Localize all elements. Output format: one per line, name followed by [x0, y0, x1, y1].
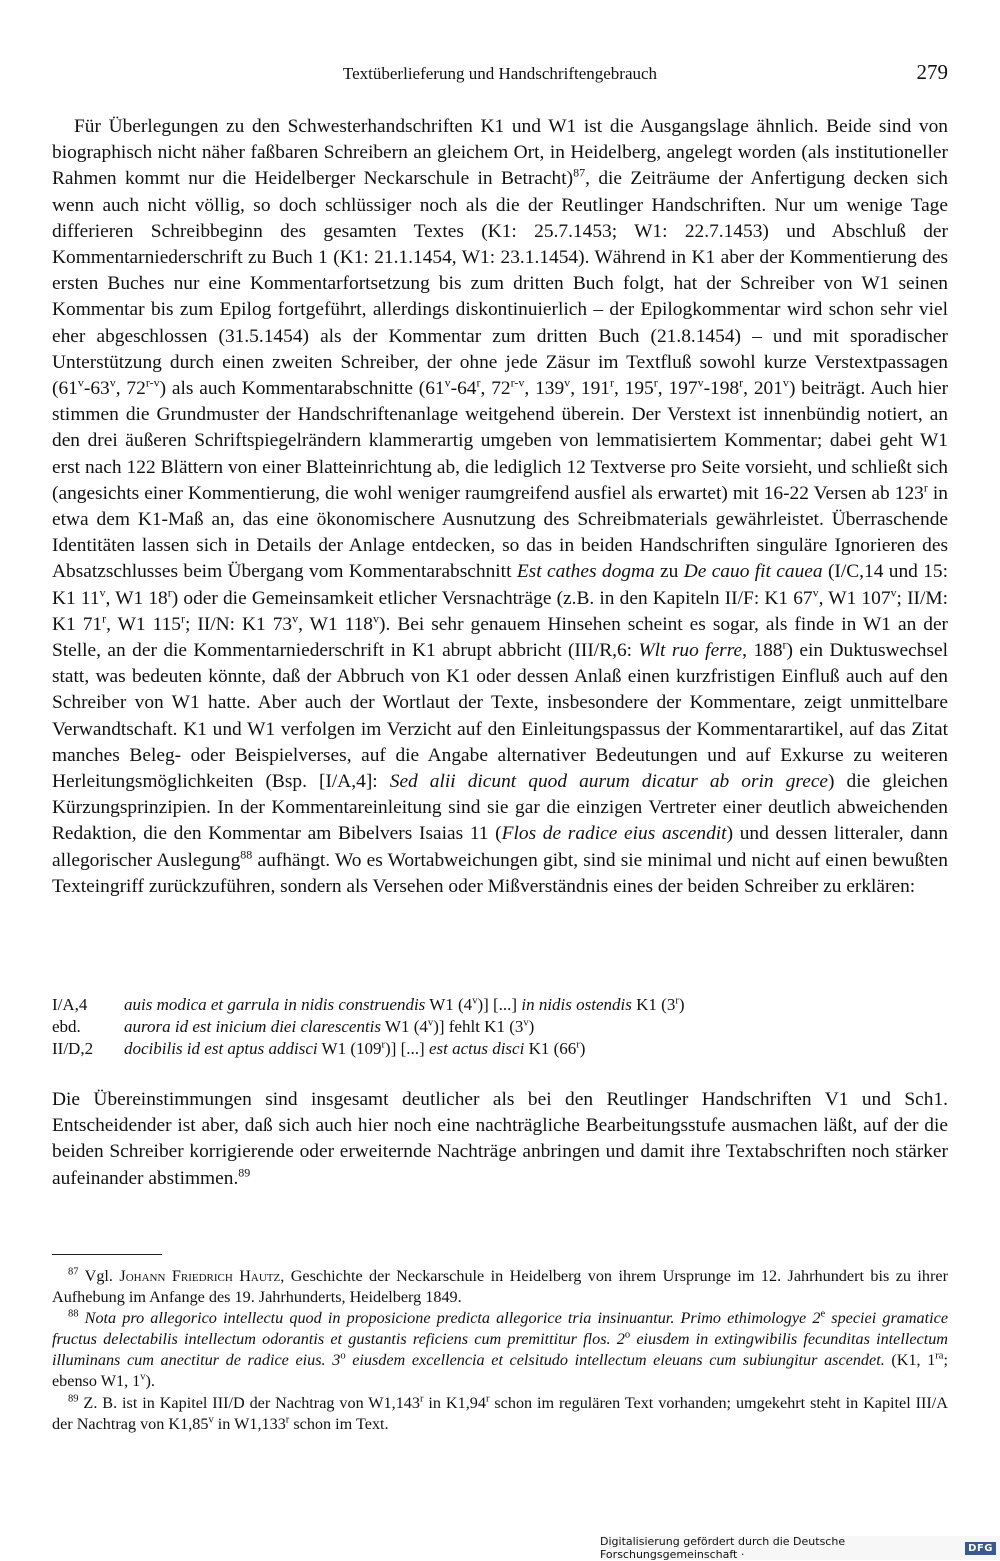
quote-text: aurora id est inicium diei clarescentis W1 (4$^v$)] fehlt K1 (3$^v$)	[124, 1017, 535, 1036]
quote-row	[52, 1016, 948, 1038]
footnote-divider	[52, 1254, 162, 1255]
funding-notice-bar	[600, 1536, 1000, 1560]
page-number: 279	[916, 60, 948, 84]
footnotes	[52, 1266, 948, 1435]
quote-ref: II/D,2	[52, 1039, 94, 1058]
quote-row	[52, 1038, 948, 1060]
quote-ref: I/A,4	[52, 995, 88, 1014]
running-title: Textüberlieferung und Handschriftengebrauch	[342, 64, 658, 83]
funding-notice-text: Digitalisierung gefördert durch die Deutsche Forschungsgemeinschaft ·	[600, 1535, 846, 1561]
quote-text: auis modica et garrula in nidis construendis W1 (4$^v$)] [...] in nidis ostendis K1 (3$^r$)	[124, 995, 685, 1014]
page	[52, 0, 948, 1560]
main-text	[52, 114, 948, 900]
footnote-88: $^{88}$ Nota pro allegorico intellectu quod in proposicione predicta allegorice tria insinuantur. Primo ethimologye 2e speciei gramatice fructus delectabilis intellectum odorantis et gustantis reficiens cum premittitur flos. 2$^o$ eiusdem in extingwibilis fecunditas intellectum illuminans cum anectitur de radice eius. 3$^o$ eiusdem excellencia et celsitudo intellectum eleuans cum subiungitur ascendet. (K1, $1^{ra}$; ebenso W1, 1$^v$).	[52, 1308, 949, 1391]
footnote-ref-89[interactable]: 89	[238, 1165, 251, 1180]
quotation-list	[52, 994, 948, 1060]
paragraph: Für Überlegungen zu den Schwesterhandschriften K1 und W1 ist die Ausgangslage ähnlich. Beide sind von biographisch nicht näher faßbaren Schreibern an gleichem Ort, in Heidelberg, angelegt worden (als institutioneller Rahmen kommt nur die Heidelberger Neckarschule in Betracht)$^{87}$, die Zeiträume der Anfertigung decken sich wenn auch nicht völlig, so doch schlüssiger noch als die der Reutlinger Handschriften. Nur um wenige Tage differieren Schreibbeginn des gesamten Textes (K1: 25.7.1453; W1: 22.7.1453) und Abschluß der Kommentarniederschrift zu Buch 1 (K1: 21.1.1454, W1: 23.1.1454). Während in K1 aber der Kommentierung des ersten Buches nur eine Kommentarfortsetzung bis zum dritten Buch folgt, hat der Schreiber von W1 seinen Kommentar bis zum Epilog fortgeführt, allerdings diskontinuierlich – der Epilogkommentar wird schon sehr viel eher abgeschlossen (31.5.1454) als der Kommentar zum dritten Buch (21.8.1454) – und mit sporadischer Unterstützung durch einen zweiten Schreiber, der ohne jede Zäsur im Textfluß sowohl kurze Verstextpassagen (61$^v$-63$^v$, 72$^{r-v}$) als auch Kommentarabschnitte (61$^v$-64$^r$, 72$^{r-v}$, 139$^v$, 191$^r$, 195$^r$, 197$^v$-198$^r$, 201$^v$) beiträgt. Auch hier stimmen die Grundmuster der Handschriftenanlage weitgehend überein. Der Verstext ist innenbündig notiert, an den drei äußeren Schriftspiegelrändern klammerartig umgeben von lemmatisiertem Kommentar; dabei geht W1 erst nach 122 Blättern von einer Blatteinrichtung ab, die lediglich 12 Textverse pro Seite vorsieht, und schließt sich (angesichts einer Kommentierung, die wohl weniger raumgreifend ausfiel als erwartet) mit 16-22 Versen ab 123$^r$ in etwa dem K1-Maß an, das eine ökonomischere Ausnutzung des Schreibmaterials gewährleistet. Überraschende Identitäten lassen sich in Details der Anlage entdecken, so das in beiden Handschriften singuläre Ignorieren des Absatzschlusses beim Übergang vom Kommentarabschnitt Est cathes dogma zu De cauo fit cauea (I/C,14 und 15: K1 11$^v$, W1 18$^r$) oder die Gemeinsamkeit etlicher Versnachträge (z.B. in den Kapiteln II/F: K1 67$^v$, W1 107$^v$; II/M: K1 71$^r$, W1 115$^r$; II/N: K1 73$^v$, W1 118$^v$). Bei sehr genauem Hinsehen scheint es sogar, als finde in W1 an der Stelle, an der die Kommentarniederschrift in K1 abrupt abbricht (III/R,6: Wlt ruo ferre, 188$^r$) ein Duktuswechsel statt, was bedeuten könnte, daß der Abbruch von K1 oder dessen Anlaß einen kurzfristigen Einfluß auch auf den Schreiber von W1 hatte. Aber auch der Wortlaut der Texte, insbesondere der Kommentare, zeigt unmittelbare Verwandtschaft. K1 und W1 verfolgen im Verzicht auf den Einleitungspassus der Kommentarartikel, auf das Zitat manches Beleg- oder Beispielverses, auf die Angabe alternativer Bedeutungen und auf Exkurse zu weiteren Herleitungsmöglichkeiten (Bsp. [I/A,4]: Sed alii dicunt quod aurum dicatur ab orin grece) die gleichen Kürzungsprinzipien. In der Kommentareinleitung sind sie gar die einzigen Vertreter einer deutlich abweichenden Redaktion, die den Kommentar am Bibelvers Isaias 11 (Flos de radice eius ascendit) und dessen litteraler, dann allegorischer Auslegung$^{88}$ aufhängt. Wo es Wortabweichungen gibt, sind sie minimal und nicht auf einen bewußten Texteingriff zurückzuführen, sondern als Versehen oder Mißverständnis eines der beiden Schreiber zu erklären:	[52, 116, 949, 897]
footnote-89: $^{89}$ Z. B. ist in Kapitel III/D der Nachtrag von W1,143$^r$ in K1,94$^r$ schon im regulären Text vorhanden; umgekehrt steht in Kapitel III/A der Nachtrag von K1,85$^v$ in W1,133$^r$ schon im Text.	[52, 1393, 948, 1433]
footnote-ref-87[interactable]: 87	[573, 165, 586, 180]
footnote-ref-88[interactable]: 88	[240, 847, 253, 862]
quote-ref: ebd.	[52, 1017, 81, 1036]
quote-text: docibilis id est aptus addisci W1 (109$^r$)] [...] est actus disci K1 (66$^r$)	[124, 1039, 586, 1058]
footnote-87: $^{87}$ Vgl. Johann Friedrich Hautz, Geschichte der Neckarschule in Heidelberg von ihrem Ursprunge im 12. Jahrhundert bis zu ihrer Aufhebung im Anfange des 19. Jahrhunderts, Heidelberg 1849.	[52, 1266, 948, 1307]
quote-row	[52, 994, 948, 1016]
running-header	[52, 60, 948, 88]
closing-paragraph: Die Übereinstimmungen sind insgesamt deutlicher als bei den Reutlinger Handschriften V1 und Sch1. Entscheidender ist aber, daß sich auch hier noch eine nachträgliche Bearbeitungsstufe ausmachen läßt, auf der die beiden Schreiber korrigierende oder erweiternde Nachträge anbringen und damit ihre Textabschriften noch stärker aufeinander abstimmen.$^{89}$	[52, 1089, 948, 1189]
dfg-logo-icon: DFG	[965, 1542, 996, 1555]
